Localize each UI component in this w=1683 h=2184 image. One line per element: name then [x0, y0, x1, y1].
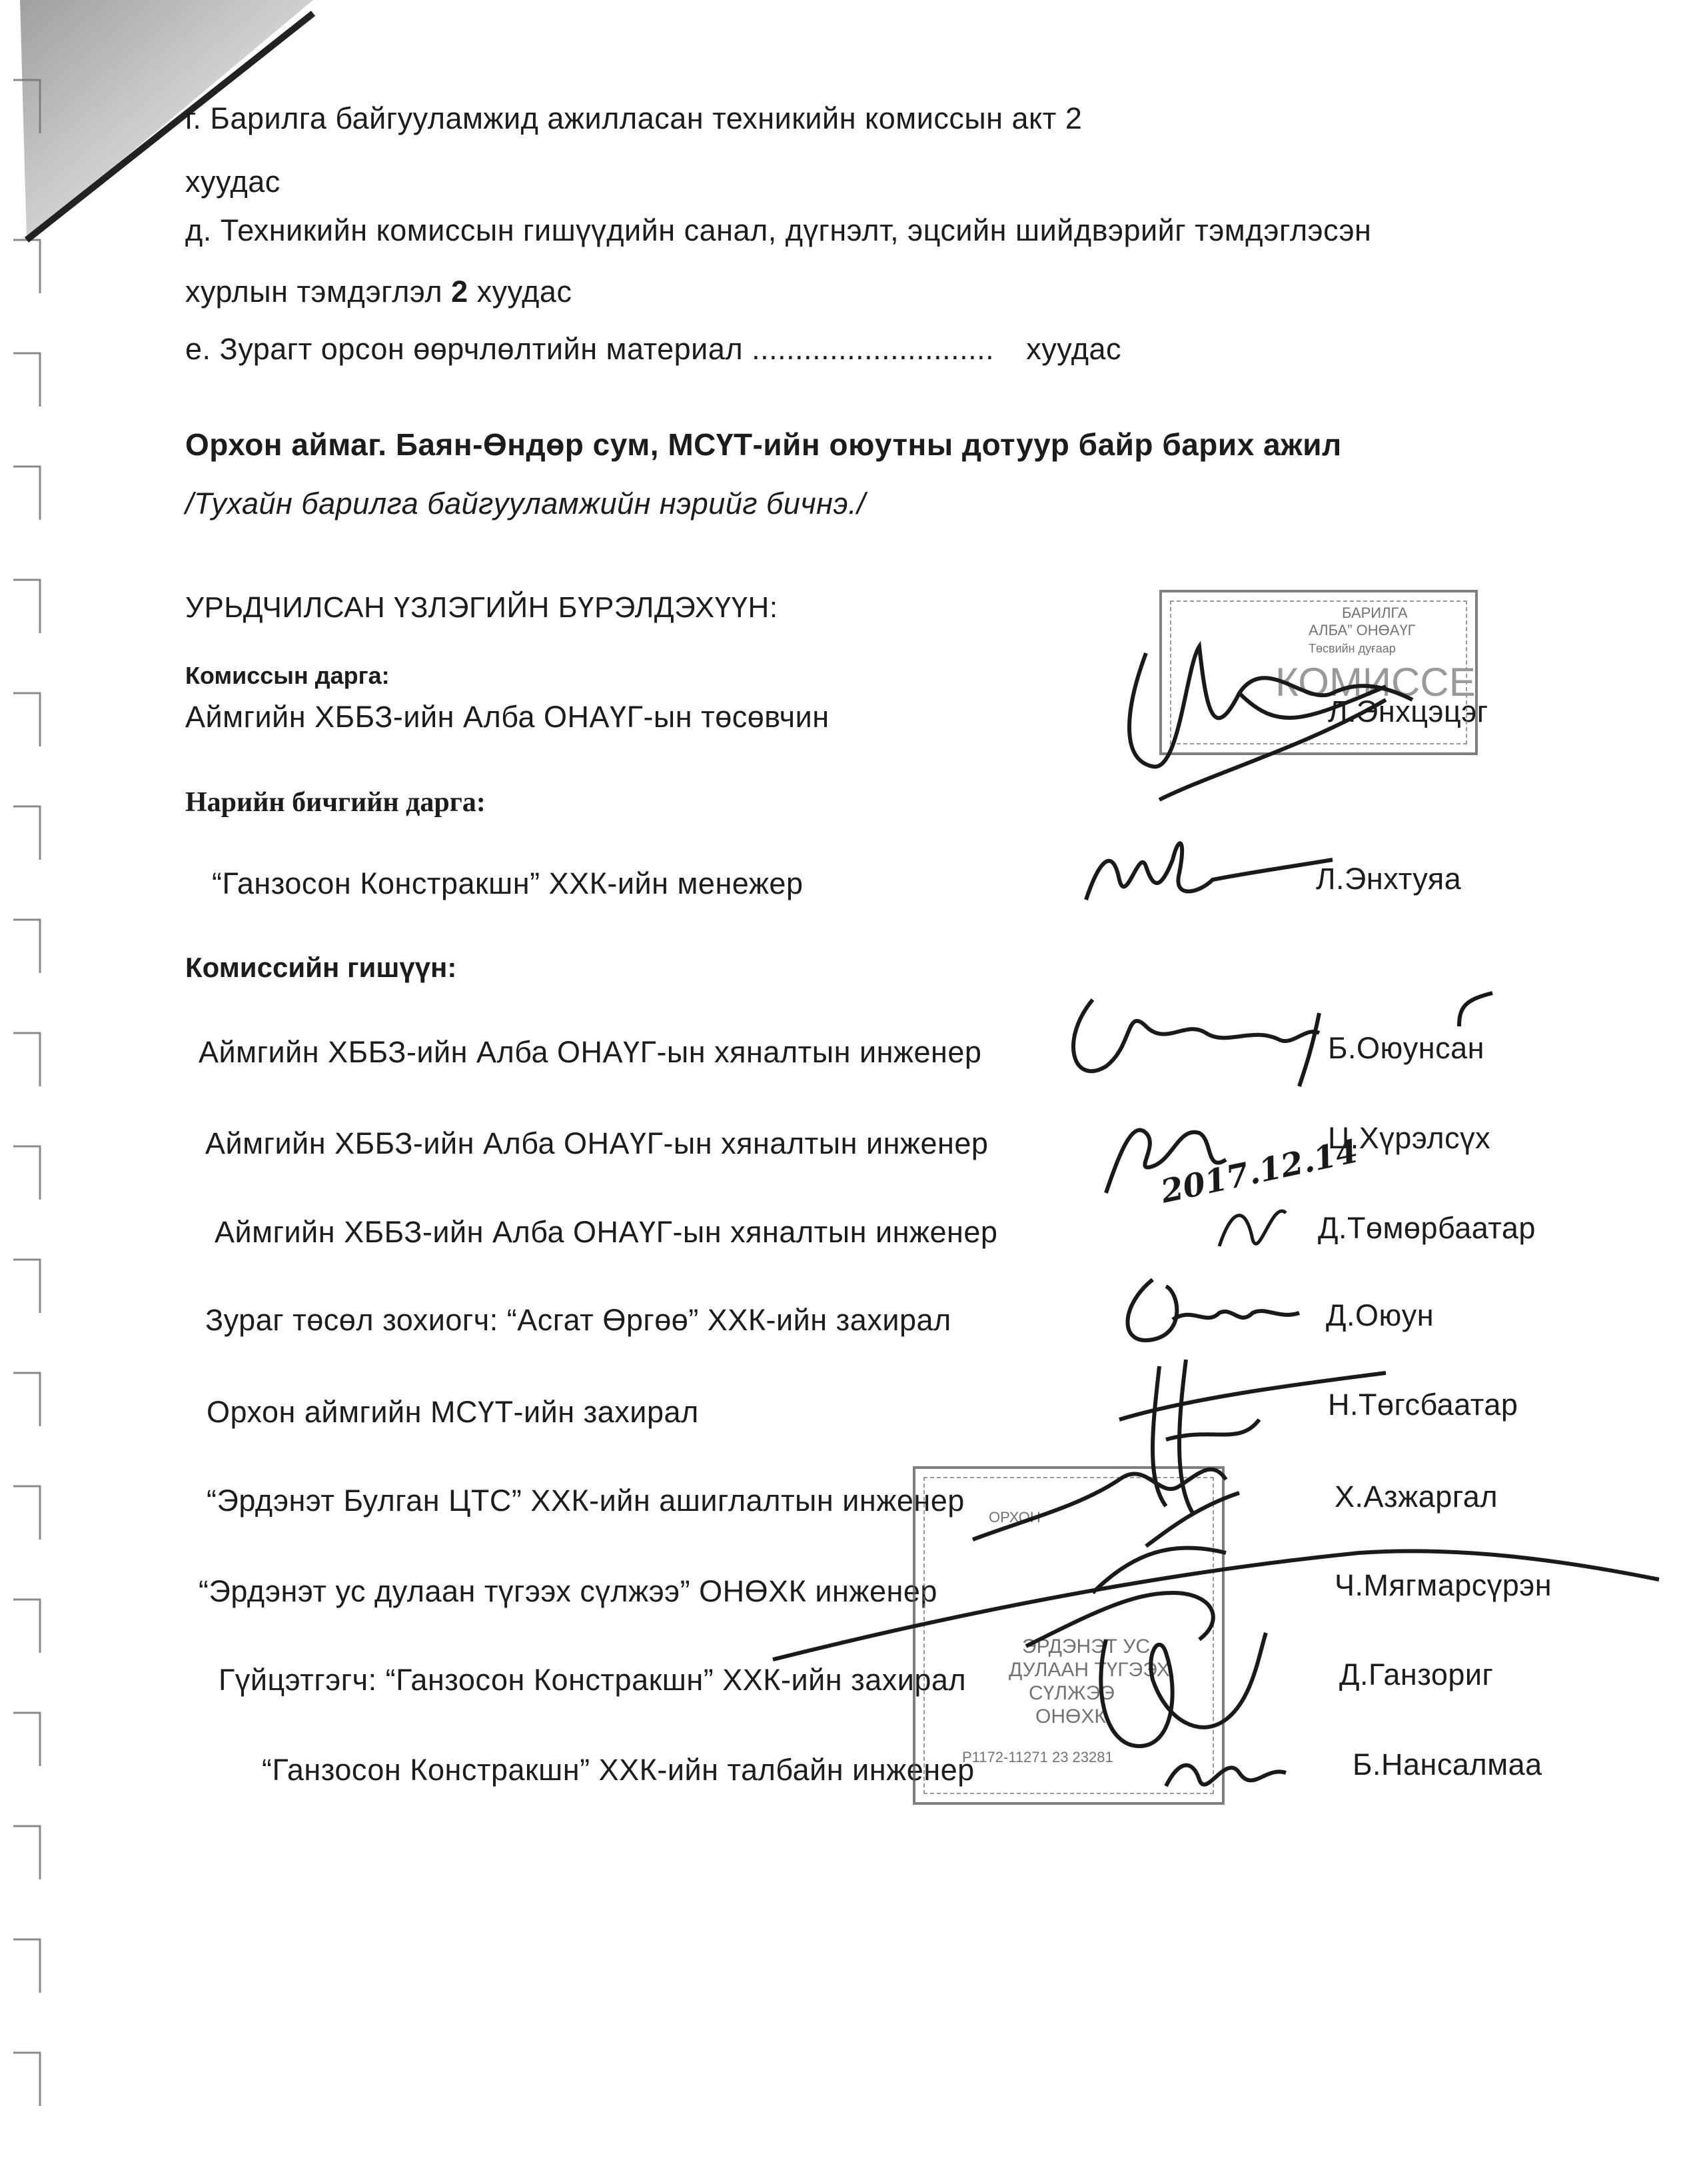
member-position: Аймгийн ХББЗ-ийн Алба ОНАҮГ-ын хяналтын инженер — [199, 1035, 982, 1069]
chair-label: Комиссын дарга: — [185, 662, 390, 689]
attachment-d-count: 2 — [451, 275, 468, 309]
secretary-name: Л.Энхтуяа — [1316, 862, 1462, 896]
attachment-d-continued — [185, 275, 572, 309]
handwritten-date: 2017.12.14 — [1157, 1132, 1362, 1211]
scan-edge-marks — [0, 0, 73, 2184]
attachment-e — [185, 332, 1121, 367]
stamp-bottom-line: ДУЛААН ТҮГЭЭХ — [1009, 1659, 1170, 1681]
member-name: Д.Оюун — [1326, 1298, 1434, 1332]
attachment-d-unit: хуудас — [476, 275, 572, 309]
stamp-bottom-line: ЭРДЭНЭТ УС — [1022, 1636, 1151, 1657]
attachment-g — [185, 101, 1082, 136]
member-name: Б.Нансалмаа — [1353, 1747, 1542, 1781]
member-name: Н.Төгсбаатар — [1328, 1388, 1518, 1422]
stamp-top-line: БАРИЛГА — [1342, 604, 1408, 621]
stamp-top-line: КОМИССЕ — [1275, 660, 1476, 704]
members-label: Комиссийн гишүүн: — [185, 952, 457, 983]
stamp-bottom-line: ОНӨХК — [1035, 1705, 1106, 1727]
secretary-label: Нарийн бичгийн дарга: — [185, 787, 486, 818]
attachment-e-text: е. Зурагт орсон өөрчлөлтийн материал ............................ — [185, 332, 995, 366]
attachment-d-cont: хурлын тэмдэглэл — [185, 275, 443, 309]
attachment-e-unit: хуудас — [1026, 332, 1121, 366]
member-name: Д.Ганзориг — [1339, 1657, 1494, 1691]
stamp-top-line: Төсвийн дуғаар — [1309, 642, 1396, 655]
attachment-g-continued: хуудас — [185, 165, 280, 199]
signature-secretary — [1073, 820, 1339, 920]
stamp-bottom-line: ОРХОН — [989, 1509, 1041, 1526]
chair-position: Аймгийн ХББЗ-ийн Алба ОНАҮГ-ын төсөвчин — [185, 700, 830, 734]
signature-member-oyuun — [1113, 1266, 1313, 1360]
member-name: Ч.Мягмарсүрэн — [1335, 1568, 1552, 1602]
member-position: Аймгийн ХББЗ-ийн Алба ОНАҮГ-ын хяналтын инженер — [215, 1215, 998, 1249]
member-position: Гүйцэтгэгч: “Ганзосон Констракшн” ХХК-ийн захирал — [219, 1663, 967, 1697]
attachment-d-text: д. Техникийн комиссын гишүүдийн санал, дүгнэлт, эцсийн шийдвэрийг тэмдэглэсэн — [185, 213, 1372, 247]
signature-member-oyuunsan — [1053, 986, 1506, 1093]
stamp-bottom-line: Р1172-11271 23 23281 — [962, 1749, 1113, 1765]
member-name: Х.Азжаргал — [1335, 1480, 1498, 1514]
member-position: “Эрдэнэт ус дулаан түгээх сүлжээ” ОНӨХК инженер — [199, 1574, 937, 1608]
member-name: Ц.Хүрэлсүх — [1328, 1121, 1491, 1155]
stamp-top-line: АЛБА” ОНӨАҮГ — [1309, 622, 1416, 638]
member-position: Орхон аймгийн МСҮТ-ийн захирал — [207, 1395, 699, 1429]
project-note: /Тухайн барилга байгууламжийн нэрийг бичнэ./ — [185, 487, 866, 521]
signature-member-tumurbaatar — [1206, 1186, 1306, 1266]
member-name: Б.Оюунсан — [1328, 1031, 1485, 1065]
commission-heading: УРЬДЧИЛСАН ҮЗЛЭГИЙН БҮРЭЛДЭХҮҮН: — [185, 591, 778, 624]
stamp-bottom-line: СҮЛЖЭЭ — [1029, 1682, 1115, 1704]
project-title: Орхон аймаг. Баян-Өндөр сум, МСҮТ-ийн оюутны дотуур байр барих ажил — [185, 427, 1342, 462]
signature-chair — [1106, 626, 1426, 826]
secretary-position: “Ганзосон Констракшн” ХХК-ийн менежер — [212, 866, 804, 900]
attachment-g-count: 2 — [1065, 101, 1083, 135]
chair-name: Л.Энхцэцэг — [1328, 694, 1488, 728]
member-position: Зураг төсөл зохиогч: “Асгат Өргөө” ХХК-ийн захирал — [205, 1303, 951, 1337]
member-position: Аймгийн ХББЗ-ийн Алба ОНАҮГ-ын хяналтын инженер — [205, 1126, 989, 1160]
attachment-g-text: г. Барилга байгууламжид ажилласан техникийн комиссын акт — [185, 101, 1057, 135]
member-position: “Ганзосон Констракшн” ХХК-ийн талбайн инженер — [262, 1753, 975, 1787]
signature-member-nansalmaa — [1153, 1739, 1293, 1806]
member-position: “Эрдэнэт Булган ЦТС” ХХК-ийн ашиглалтын инженер — [207, 1484, 965, 1518]
member-name: Д.Төмөрбаатар — [1318, 1211, 1536, 1245]
